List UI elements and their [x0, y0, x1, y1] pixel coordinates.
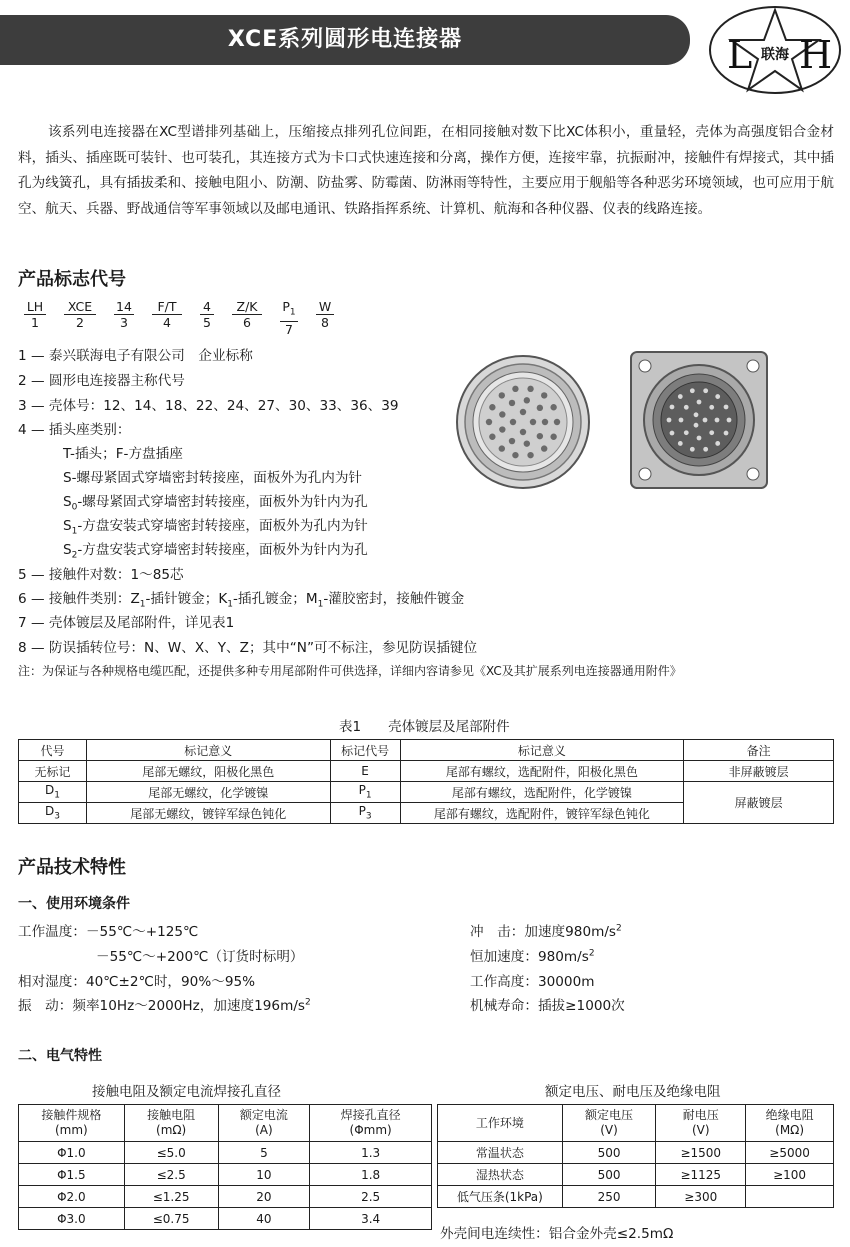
code-number: 2: [76, 315, 84, 330]
socket-illustration: [631, 352, 767, 488]
table-header-cell: 工作环境: [438, 1105, 563, 1142]
code-cell: [64, 299, 96, 331]
list-item: 8 — 防误插转位号：N、W、X、Y、Z；其中“N”可不标注，参见防误插键位: [18, 640, 478, 656]
table-cell: $P_1$: [330, 782, 400, 803]
contact-pin: [541, 392, 547, 398]
subsection-title-env: 一、使用环境条件: [18, 896, 130, 912]
contact-pin: [530, 419, 536, 425]
env-altitude: 工作高度：30000m: [470, 974, 595, 990]
contact-pin: [499, 411, 505, 417]
list-item: 5 — 接触件对数：1～85芯: [18, 567, 184, 583]
contact-pin: [537, 433, 543, 439]
logo-letter-right: H: [799, 33, 833, 77]
contact-pin: [678, 394, 683, 399]
table-row: 湿热状态 500 ≥1125 ≥100: [438, 1164, 834, 1186]
company-logo: [707, 4, 843, 96]
table-cell: 尾部无螺纹，化学镀镍: [86, 782, 330, 803]
contact-pin: [510, 419, 516, 425]
contact-pin: [489, 434, 495, 440]
voltage-table: [437, 1104, 834, 1208]
contact-pin: [679, 418, 684, 423]
list-item: 7 — 壳体镀层及尾部附件，详见表1: [18, 615, 235, 631]
table-header-cell: 代号: [19, 740, 87, 761]
table-row: 低气压条(1kPa) 250 ≥300: [438, 1186, 834, 1208]
env-humidity: 相对湿度：40℃±2℃时，90%～95%: [18, 974, 256, 990]
contact-pin: [694, 412, 699, 417]
table2-caption: 接触电阻及额定电流焊接孔直径: [92, 1084, 281, 1100]
contact-pin: [690, 447, 695, 452]
logo-letter-left: L: [727, 33, 753, 77]
table-cell: $D_3$: [19, 803, 87, 824]
table-header-cell: 接触件规格 (mm): [19, 1105, 125, 1142]
env-life: 机械寿命：插拔≥1000次: [470, 998, 625, 1014]
contact-pin: [724, 405, 729, 410]
contact-pin: [709, 430, 714, 435]
code-number: 7: [285, 321, 293, 337]
connector-photo: [455, 330, 785, 505]
list-subitem: $S_2-$方盘安装式穿墙密封转接座，面板外为针内为孔: [63, 542, 368, 561]
list-subitem: T-插头；F-方盘插座: [63, 446, 183, 462]
table-header-cell: 额定电压 (V): [562, 1105, 656, 1142]
code-value: W: [316, 299, 334, 315]
code-cell: [152, 299, 182, 331]
list-item: 4 — 插头座类别：: [18, 422, 131, 438]
env-temp-ext: －55℃～+200℃（订货时标明）: [96, 949, 304, 965]
list-item: 6 — 接触件类别：$Z_1-$插针镀金；$K_1-$插孔镀金；$M_1-$灌胶密封，接触件镀金: [18, 591, 465, 610]
list-subitem: $S_1-$方盘安装式穿墙密封转接座，面板外为孔内为针: [63, 518, 368, 537]
contact-pin: [486, 419, 492, 425]
contact-pin: [550, 404, 556, 410]
contact-pin: [499, 445, 505, 451]
table-header-cell: 接触电阻 (mΩ): [124, 1105, 218, 1142]
table-header-cell: 耐电压 (V): [656, 1105, 746, 1142]
table-cell: E: [330, 761, 400, 782]
contact-pin: [489, 404, 495, 410]
env-shock: 冲 击：加速度$980m/s^2$: [470, 923, 622, 940]
contact-pin: [703, 388, 708, 393]
list-subitem: S-螺母紧固式穿墙密封转接座，面板外为孔内为针: [63, 470, 363, 486]
subsection-title-elec: 二、电气特性: [18, 1048, 102, 1064]
contact-pin: [694, 423, 699, 428]
list-item: 3 — 壳体号：12、14、18、22、24、27、30、33、36、39: [18, 398, 399, 414]
logo-text: 联海: [761, 47, 789, 63]
contact-pin: [670, 431, 675, 436]
env-temp: 工作温度：－55℃～+125℃: [18, 924, 199, 940]
code-cell: [316, 299, 334, 331]
code-value: XCE: [64, 299, 96, 315]
code-value: F/T: [152, 299, 182, 315]
table-header-cell: 焊接孔直径 (Φmm): [310, 1105, 432, 1142]
code-cell: [114, 299, 134, 331]
table3-caption: 额定电压、耐电压及绝缘电阻: [545, 1084, 721, 1100]
table-header-cell: 标记意义: [86, 740, 330, 761]
section-title-marking: 产品标志代号: [18, 269, 126, 290]
code-cell: [24, 299, 46, 331]
table-cell: 尾部无螺纹，镀锌军绿色钝化: [86, 803, 330, 824]
table-cell: 尾部有螺纹，选配附件，化学镀镍: [400, 782, 684, 803]
plug-illustration: [457, 356, 589, 488]
contact-pin: [697, 436, 702, 441]
table-row: Φ1.5 ≤2.5 10 1.8: [19, 1164, 432, 1186]
code-value: LH: [24, 299, 46, 315]
contact-pin: [509, 400, 515, 406]
page-title: XCE系列圆形电连接器: [227, 27, 463, 52]
code-cell: [200, 299, 214, 331]
contact-pin: [527, 386, 533, 392]
table-cell: 尾部有螺纹，选配附件，阳极化黑色: [400, 761, 684, 782]
code-number: 5: [203, 315, 211, 330]
contact-pin: [727, 418, 732, 423]
code-value: $P_1$: [280, 299, 298, 322]
list-item: 1 — 泰兴联海电子有限公司 企业标称: [18, 348, 253, 364]
table-row: [19, 782, 834, 803]
list-item: 2 — 圆形电连接器主称代号: [18, 373, 185, 389]
table-header-cell: 备注: [684, 740, 834, 761]
contact-pin: [703, 447, 708, 452]
contact-pin: [512, 452, 518, 458]
env-acceleration: 恒加速度：$980m/s^2$: [470, 948, 595, 965]
table-row: Φ2.0 ≤1.25 20 2.5: [19, 1186, 432, 1208]
contact-pin: [527, 452, 533, 458]
contact-pin: [724, 431, 729, 436]
contact-pin: [697, 400, 702, 405]
contact-pin: [715, 394, 720, 399]
note: 注：为保证与各种规格电缆匹配，还提供多种专用尾部附件可供选择，详细内容请参见《XC及其扩展系列电连接器通用附件》: [18, 664, 682, 678]
contact-pin: [499, 426, 505, 432]
contact-pin: [684, 405, 689, 410]
contact-pin: [715, 418, 720, 423]
contact-pin: [542, 419, 548, 425]
table-cell: 无标记: [19, 761, 87, 782]
contact-pin: [554, 419, 560, 425]
contact-pin: [715, 441, 720, 446]
contact-pin: [690, 388, 695, 393]
contact-pin: [499, 392, 505, 398]
contact-pin: [524, 440, 530, 446]
code-cell: [232, 299, 262, 331]
table-cell: 尾部无螺纹，阳极化黑色: [86, 761, 330, 782]
table-cell: 非屏蔽镀层: [684, 761, 834, 782]
contact-pin: [537, 405, 543, 411]
contact-pin: [512, 386, 518, 392]
code-cell: [280, 299, 298, 338]
table-cell: $D_1$: [19, 782, 87, 803]
contact-pin: [709, 405, 714, 410]
contact-pin: [684, 430, 689, 435]
contact-pin: [678, 441, 683, 446]
table-row: Φ1.0 ≤5.0 5 1.3: [19, 1142, 432, 1164]
contact-pin: [509, 438, 515, 444]
table1-caption: 表1 壳体镀层及尾部附件: [339, 719, 510, 735]
intro-paragraph: 该系列电连接器在XC型谱排列基础上，压缩接点排列孔位间距，在相同接触对数下比XC体积小，重量轻，壳体为高强度铝合金材料，插头、插座既可装针、也可装孔，其连接方式为卡口式快速连接和分离，操作方便，连接牢靠，抗振耐冲，接触件有焊接式，其中插孔为线簧孔，具有插拔柔和、接触电阻小、防潮、防盐雾、防霉菌、防淋雨等特性，主要应用于舰船等各种恶劣环境领域，也可应用于航空、航天、兵器、野战通信等军事领域以及邮电通讯、铁路指挥系统、计算机、航海和各种仪器、仪表的线路连接。: [18, 124, 834, 217]
table-row: Φ3.0 ≤0.75 40 3.4: [19, 1208, 432, 1230]
list-subitem: $S_0-$螺母紧固式穿墙密封转接座，面板外为针内为孔: [63, 494, 368, 513]
table-header-cell: 标记意义: [400, 740, 684, 761]
code-value: 14: [114, 299, 134, 315]
code-number: 8: [321, 315, 329, 330]
code-number: 3: [120, 315, 128, 330]
contact-pin: [520, 429, 526, 435]
code-value: Z/K: [232, 299, 262, 315]
contact-pin: [524, 397, 530, 403]
code-number: 6: [243, 315, 251, 330]
continuity-note: 外壳间电连续性：铝合金外壳≤2.5mΩ: [440, 1226, 674, 1242]
contact-pin: [667, 418, 672, 423]
coating-table: [18, 739, 834, 824]
contact-table: [18, 1104, 432, 1230]
contact-pin: [703, 418, 708, 423]
table-row: 常温状态 500 ≥1500 ≥5000: [438, 1142, 834, 1164]
table-cell: 尾部有螺纹，选配附件，镀锌军绿色钝化: [400, 803, 684, 824]
table-cell: $P_3$: [330, 803, 400, 824]
contact-pin: [670, 405, 675, 410]
code-number: 4: [163, 315, 171, 330]
table-header-cell: 标记代号: [330, 740, 400, 761]
table-header-cell: 绝缘电阻 (MΩ): [746, 1105, 834, 1142]
table-header-row: [19, 1105, 432, 1142]
code-number: 1: [31, 315, 39, 330]
contact-pin: [520, 409, 526, 415]
table-header-row: [438, 1105, 834, 1142]
table-cell: 屏蔽镀层: [684, 782, 834, 824]
table-header-row: [19, 740, 834, 761]
table-header-cell: 额定电流 (A): [218, 1105, 310, 1142]
contact-pin: [550, 434, 556, 440]
contact-pin: [541, 445, 547, 451]
section-title-tech: 产品技术特性: [18, 857, 126, 878]
code-value: 4: [200, 299, 214, 315]
env-vibration: 振 动：频率10Hz～2000Hz，加速度$196m/s^2$: [18, 997, 311, 1014]
table-row: [19, 761, 834, 782]
